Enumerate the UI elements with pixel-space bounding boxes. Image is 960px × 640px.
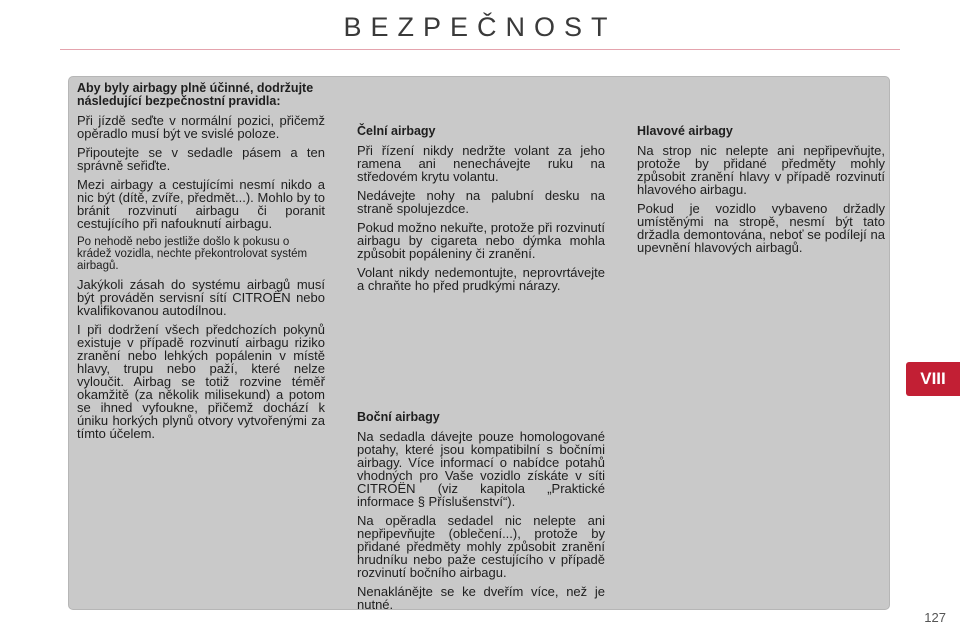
paragraph: Připoutejte se v sedadle pásem a ten správně seřiďte.: [77, 145, 325, 173]
general-rules-heading: Aby byly airbagy plně účinné, dodržujte následující bezpečnostní pravidla:: [77, 81, 314, 108]
head-airbags-heading: Hlavové airbagy: [637, 124, 733, 138]
column-head-airbags: [637, 125, 885, 260]
paragraph: Při jízdě seďte v normální pozici, přičemž opěradlo musí být ve svislé poloze.: [77, 113, 325, 141]
paragraph-note: Po nehodě nebo jestliže došlo k pokusu o krádež vozidla, nechte překontrolovat systém airbagů.: [77, 236, 308, 272]
chapter-tab: VIII: [906, 362, 960, 396]
paragraph: Na opěradla sedadel nic nelepte ani nepřipevňujte (oblečení...), protože by přidané předměty mohly způsobit zranění hrudníku nebo paže cestujícího v případě rozvinutí bočního airbagu.: [357, 513, 605, 580]
paragraph: Nenaklánějte se ke dveřím více, než je nutné.: [357, 584, 605, 612]
side-airbags-heading: Boční airbagy: [357, 410, 440, 424]
page-title: BEZPEČNOST: [343, 12, 617, 42]
paragraph: Mezi airbagy a cestujícími nesmí nikdo a nic být (dítě, zvíře, předmět...). Mohlo by to bránit rozvinutí airbagu či poranit cestujícího při nafouknutí airbagu.: [77, 177, 325, 231]
side-airbags-section: [357, 411, 605, 617]
paragraph: Jakýkoli zásah do systému airbagů musí být prováděn servisní sítí CITROËN nebo kvalifikovanou autodílnou.: [77, 277, 325, 318]
content-panel: [68, 76, 890, 610]
paragraph: Pokud možno nekuřte, protože při rozvinutí airbagu by cigareta nebo dýmka mohla způsobit popáleniny či zranění.: [357, 220, 605, 261]
paragraph: I při dodržení všech předchozích pokynů existuje v případě rozvinutí airbagu riziko zranění nebo lehkých popálenin v místě hlavy, trupu nebo paží, které nelze vyloučit. Airbag se totiž rozvine téměř okamžitě (za několik milisekund) a potom se ihned vyfoukne, přičemž dochází k úniku horkých plynů otvory vytvořenými za tímto účelem.: [77, 322, 325, 441]
column-general-rules: [77, 82, 325, 446]
paragraph: Volant nikdy nedemontujte, neprovrtávejte a chraňte ho před prudkými nárazy.: [357, 265, 605, 293]
front-airbags-heading: Čelní airbagy: [357, 124, 436, 138]
paragraph: Při řízení nikdy nedržte volant za jeho ramena ani nenechávejte ruku na středovém krytu volantu.: [357, 143, 605, 184]
title-divider: [60, 49, 900, 50]
paragraph: Nedávejte nohy na palubní desku na straně spolujezdce.: [357, 188, 605, 216]
page-number: 127: [924, 610, 946, 625]
paragraph: Na strop nic nelepte ani nepřipevňujte, protože by přidané předměty mohly způsobit zranění hlavy v případě rozvinutí hlavového airbagu.: [637, 143, 885, 197]
column-front-side-airbags: [357, 124, 605, 612]
paragraph: Pokud je vozidlo vybaveno držadly umístěnými na stropě, nesmí být tato držadla demontována, neboť se podílejí na upevnění hlavových airbagů.: [637, 201, 885, 255]
paragraph: Na sedadla dávejte pouze homologované potahy, které jsou kompatibilní s bočními airbagy. Více informací o nabídce potahů vhodných pro Vaše vozidlo získáte v síti CITROËN (viz kapitola „Praktické informace § Příslušenství“).: [357, 429, 605, 509]
